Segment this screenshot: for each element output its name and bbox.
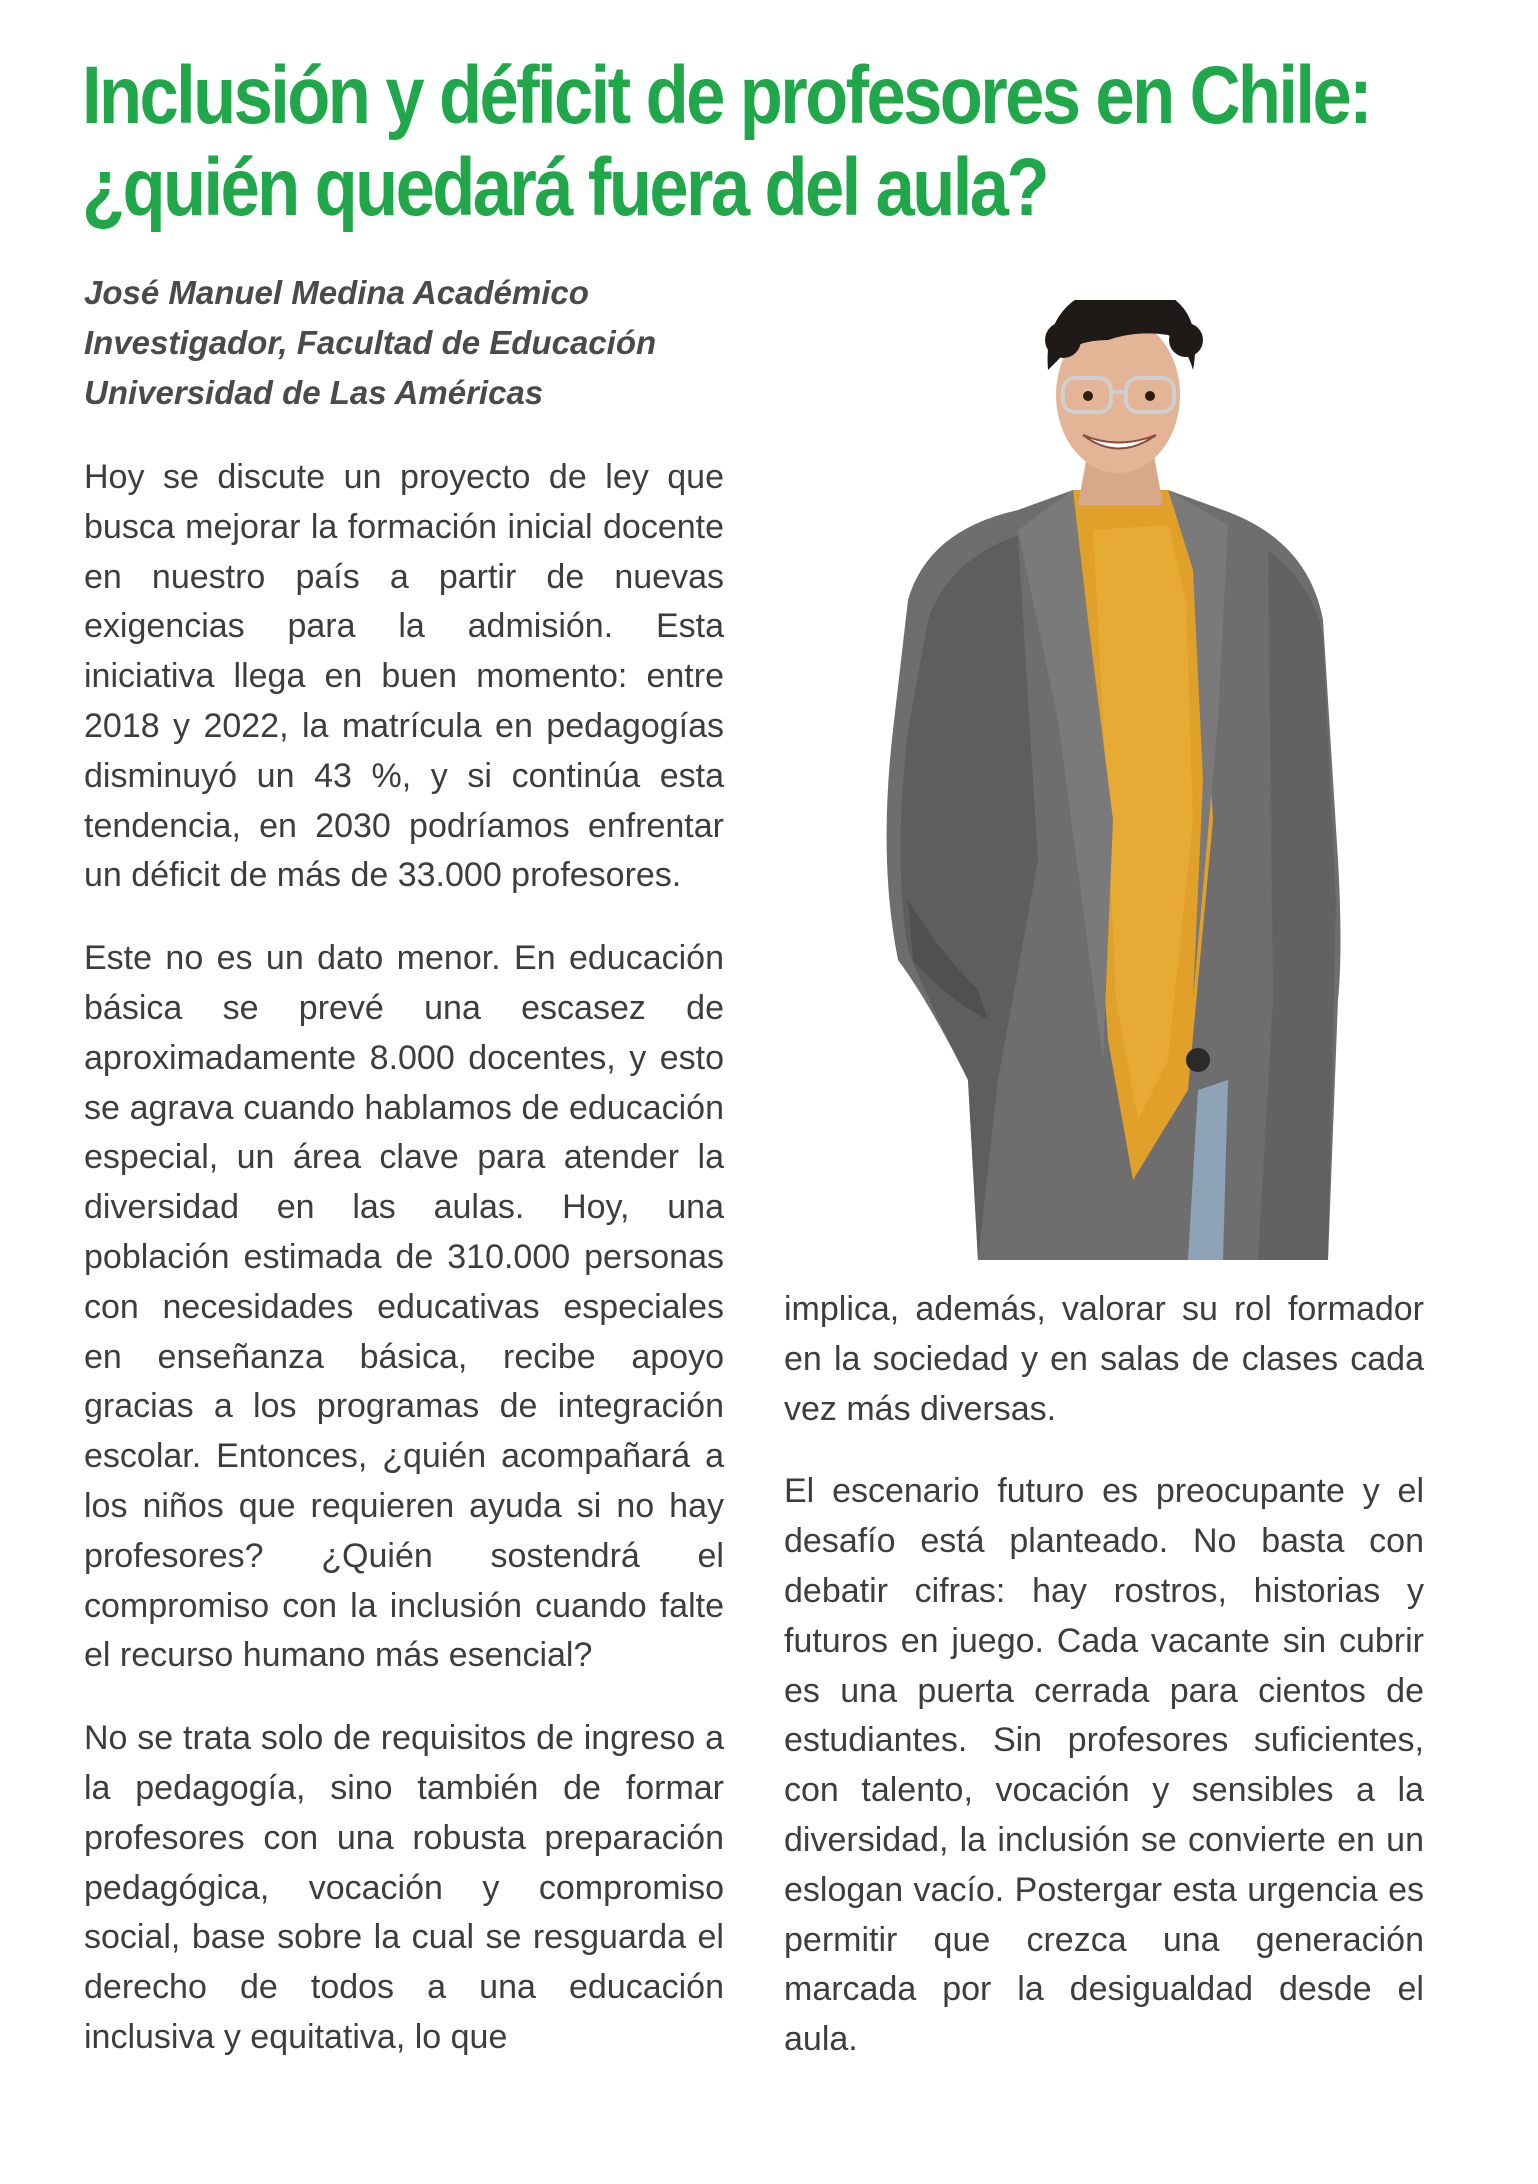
paragraph-3-continued: implica, además, valorar su rol formador en la sociedad y en salas de clases cada vez más diversas. [784, 1290, 1424, 1428]
author-line-1: José Manuel Medina Académico [84, 274, 589, 311]
paragraph-1: Hoy se discute un proyecto de ley que busca mejorar la formación inicial docente en nuestro país a partir de nuevas exigencias para la admisión. Esta iniciativa llega en buen momento: entre 2018 y 2022, la matrícula en pedagogías disminuyó un 43 %, y si continúa esta tendencia, en 2030 podríamos enfrentar un déficit de más de 33.000 profesores. [84, 458, 724, 895]
paragraph-4: El escenario futuro es preocupante y el desafío está planteado. No basta con debatir cifras: hay rostros, historias y futuros en juego. Cada vacante sin cubrir es una puerta cerrada para cientos de estudiantes. Sin profesores suficientes, con talento, vocación y sensibles a la diversidad, la inclusión se convierte en un eslogan vacío. Postergar esta urgencia es permitir que crezca una generación marcada por la desigualdad desde el aula. [784, 1472, 1424, 2059]
author-photo [868, 300, 1368, 1260]
right-column [784, 1285, 1424, 2098]
left-column [84, 453, 724, 2096]
paragraph-3: No se trata solo de requisitos de ingreso a la pedagogía, sino también de formar profesores con una robusta preparación pedagógica, vocación y compromiso social, base sobre la cual se resguarda el derecho de todos a una educación inclusiva y equitativa, lo que [84, 1719, 724, 2056]
author-byline [84, 268, 724, 418]
author-line-3: Universidad de Las Américas [84, 374, 544, 411]
paragraph-2: Este no es un dato menor. En educación básica se prevé una escasez de aproximadamente 8.000 docentes, y esto se agrava cuando hablamos de educación especial, un área clave para atender la diversidad en las aulas. Hoy, una población estimada de 310.000 personas con necesidades educativas especiales en enseñanza básica, recibe apoyo gracias a los programas de integración escolar. Entonces, ¿quién acompañará a los niños que requieren ayuda si no hay profesores? ¿Quién sostendrá el compromiso con la inclusión cuando falte el recurso humano más esencial? [84, 939, 724, 1675]
article-title-line-1: Inclusión y déficit de profesores en Chile: [82, 50, 1370, 141]
article-title [82, 50, 1370, 234]
article-title-line-2: ¿quién quedará fuera del aula? [82, 142, 1047, 233]
author-line-2: Investigador, Facultad de Educación [84, 324, 657, 361]
author-photo-illustration [868, 300, 1368, 1260]
